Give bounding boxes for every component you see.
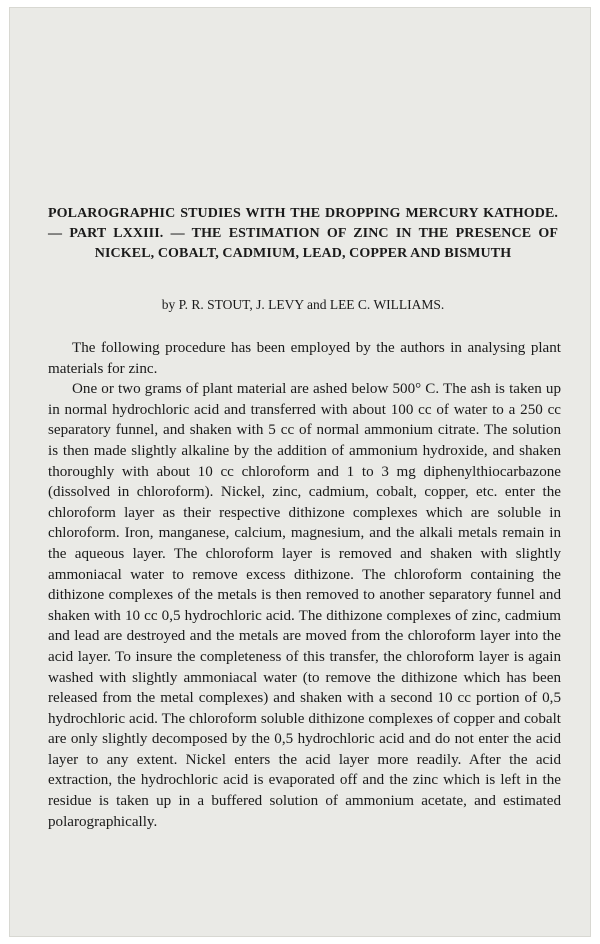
- article-body: [48, 338, 561, 832]
- article-title: POLAROGRAPHIC STUDIES WITH THE DROPPING MERCURY KATHODE. — PART LXXIII. — THE ESTIMATION OF ZINC IN THE PRESENCE OF NICKEL, COBALT, CADMIUM, LEAD, COPPER AND BISMUTH: [48, 206, 558, 261]
- paper-page: [10, 8, 590, 936]
- body-paragraph-intro: The following procedure has been employed by the authors in analysing plant materials for zinc.: [48, 340, 561, 377]
- article-authors: by P. R. STOUT, J. LEVY and LEE C. WILLIAMS.: [161, 297, 445, 312]
- body-paragraph-procedure: One or two grams of plant material are ashed below 500° C. The ash is taken up in normal hydrochloric acid and transferred with about 100 cc of water to a 250 cc separatory funnel, and shaken with 5 cc of normal ammonium citrate. The solution is then made slightly alkaline by the addition of ammonium hydroxide, and shaken thoroughly with about 10 cc chloroform and 1 to 3 mg diphenylthiocarbazone (dissolved in chloroform). Nickel, zinc, cadmium, cobalt, copper, etc. enter the chloroform layer as their respective dithizone complexes which are soluble in chloroform. Iron, manganese, calcium, magnesium, and the alkali metals remain in the aqueous layer. The chloroform layer is removed and shaken with slightly ammoniacal water to remove excess dithizone. The chloroform containing the dithizone complexes of the metals is then removed to another separatory funnel and shaken with 10 cc 0,5 hydrochloric acid. The dithizone complexes of zinc, cadmium and lead are destroyed and the metals are moved from the chloroform layer into the acid layer. To insure the completeness of this transfer, the chloroform layer is again washed with slightly ammoniacal water (to remove the dithizone which has been released from the metal complexes) and shaken with a second 10 cc portion of 0,5 hydrochloric acid. The chloroform soluble dithizone complexes of copper and cobalt are only slightly decomposed by the 0,5 hydrochloric acid and do not enter the acid layer to any extent. Nickel enters the acid layer more readily. After the acid extraction, the hydrochloric acid is evaporated off and the zinc which is left in the residue is taken up in a buffered solution of ammonium acetate, and estimated polarographically.: [48, 381, 561, 830]
